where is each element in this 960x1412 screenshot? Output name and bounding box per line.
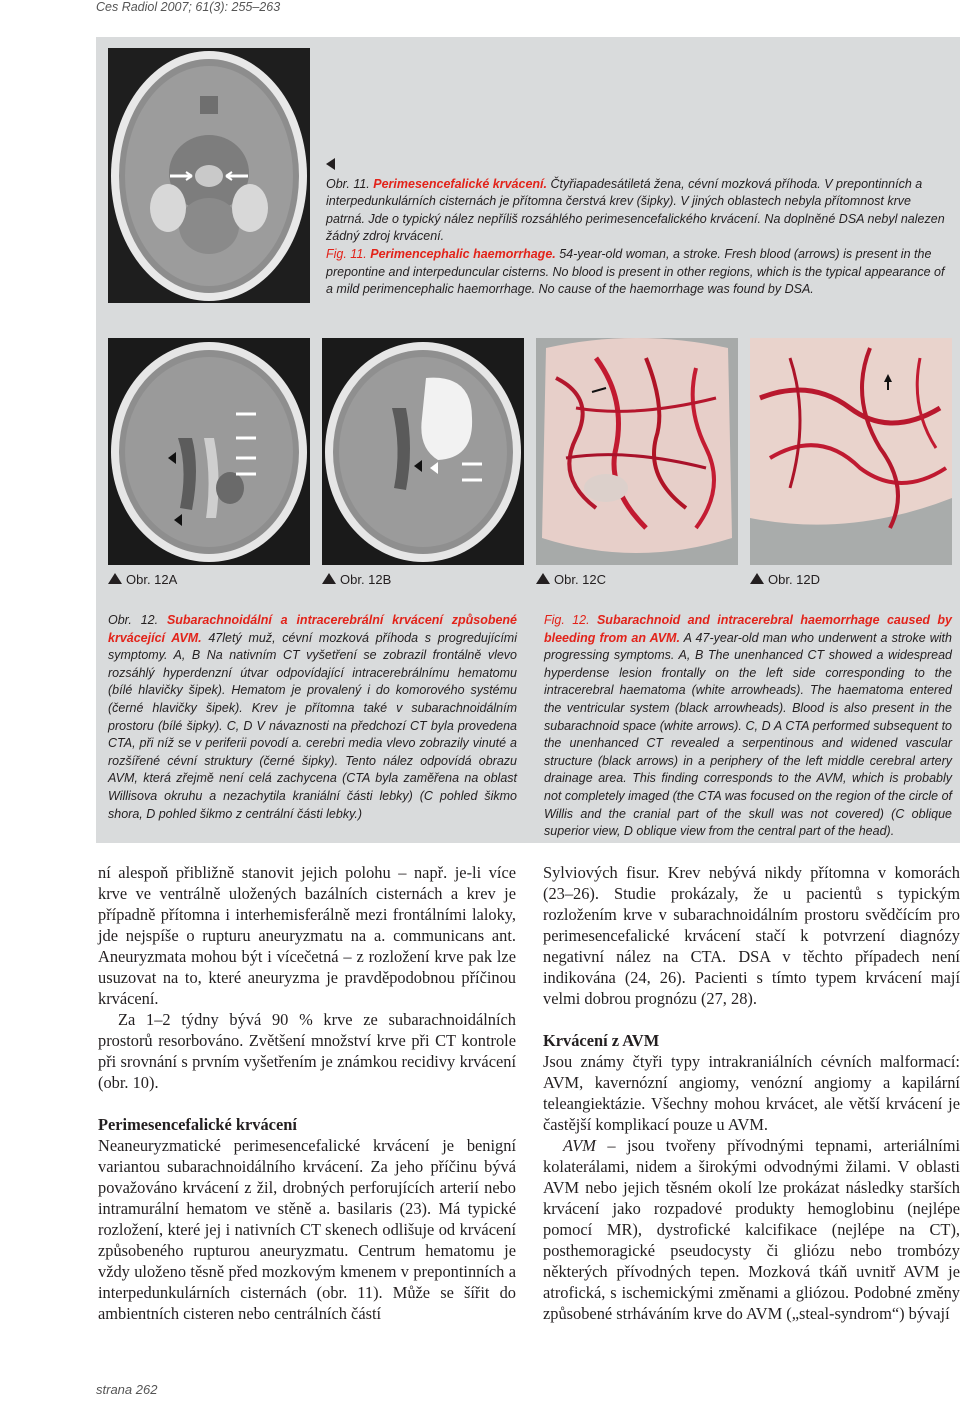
fig12b-label: Obr. 12B — [322, 572, 391, 587]
fig12-cz-ref: Obr. 12. — [108, 613, 159, 627]
running-head: Ces Radiol 2007; 61(3): 255–263 — [96, 0, 281, 14]
body-right-column — [543, 862, 960, 1324]
body-paragraph: Za 1–2 týdny bývá 90 % krve ze subarachnoidálních prostorů resorbováno. Zvětšení množství krve při CT kontrole při srovnání s prvním vyšetřením je známkou recidivy krvácení (obr. 10). — [98, 1010, 516, 1092]
fig12-en-text: A 47-year-old man who underwent a stroke with progressing symptoms. A, B The unenhanced CT showed a widespread hyperdense lesion frontally on the left side corresponding to the intracerebral haematoma (white arrowheads). The haematoma entered the ventricular system (black arrowheads). Blood is also present in the subarachnoid space (white arrows). C, D A CTA performed subsequent to the unenhanced CT revealed a serpentinous and widened vascular structure (black arrows) in a periphery of the left middle cerebral artery drainage area. This finding corresponds to the AVM, which is probably not completely imaged (the CTA was focused on the region of the circle of Willis and the cranial part of the skull was not covered) (C oblique superior view, D oblique view from the central part of the head). — [544, 630, 952, 839]
up-triangle-icon — [536, 573, 550, 584]
up-triangle-icon — [750, 573, 764, 584]
fig11-caption — [326, 158, 950, 299]
up-triangle-icon — [108, 573, 122, 584]
fig12-en-ref: Fig. 12. — [544, 613, 590, 627]
body-paragraph: AVM – jsou tvořeny přívodnými tepnami, arteriálními kolaterálami, nidem a širokými odvodnými žilami. V oblasti AVM nebo jejich těsném okolí lze prokázat následky starších krvácení jako rozpadové produkty hemoglobinu (nejlépe pomocí MR), dystrofické kalcifikace (nejlépe na CT), posthemoragické pseudocysty či gliózu nebo trombózy některých přívodných tepen. Mozková tkáň uvnitř AVM je atrofická, s ischemickými změnami a gliózou. Podobné změny způsobené strháváním krve do AVM („steal-syndrom“) bývají — [543, 1136, 960, 1323]
fig11-en-title: Perimencephalic haemorrhage. — [370, 246, 556, 261]
body-paragraph: Neaneuryzmatické perimesencefalické krvácení je benigní variantou subarachnoidálního krvácení. Za jeho příčinu bývá považováno krvácení z žil, drobných perforujících arterií nebo intramurální hematom ve stěně a. basilaris (23). Má typické rozložení, které jej i nativních CT skenech odlišuje od krvácení způsobeného rupturou aneuryzmatu. Centrum hematomu je vždy uloženo těsně před mozkovým kmenem v prepontinních a interpedunkulárních cisternách (obr. 11). Může se šířit do ambientních cisteren nebo centrálních částí — [98, 1136, 516, 1323]
fig11-cz-text: Čtyřiapadesátiletá žena, cévní mozková příhoda. V prepontinních a interpedunkulárních cisternách je přítomna čerstvá krev (šipky). V jiných oblastech nebyla přítomnost krve patrná. Jde o typický nález nepříliš rozsáhlého perimesencefalického krvácení. Na doplněné DSA nebyl nalezen žádný zdroj krvácení. — [326, 176, 945, 244]
fig12a-label: Obr. 12A — [108, 572, 177, 587]
fig12d-label: Obr. 12D — [750, 572, 820, 587]
fig11-en-ref: Fig. 11. — [326, 246, 367, 261]
fig12-cz-text: 47letý muž, cévní mozková příhoda s progredujícími symptomy. A, B Na nativním CT vyšetření se zobrazil frontálně vlevo rozsáhlý hyperdenzní útvar odpovídající intracerebrálnímu hematomu (bílé hlavičky šipek). Hematom je provalený i do komorového systému (černé hlavičky šipek). Krev je přítomna také v subarachnoidálním prostoru (bílé šipky). C, D V návaznosti na předchozí CT byla provedena CTA, při níž se v periferii povodí a. cerebri media vlevo zobrazily vinuté a rozšířené cévní struktury (černé šipky). Tento nález odpovídá obrazu AVM, která zřejmě není celá zachycena (CTA byla zaměřena na oblast Willisova okruhu a nezachytila kraniální části lebky) (C pohled šikmo shora, D pohled šikmo z centrální části lebky.) — [108, 630, 517, 821]
body-left-column — [98, 862, 516, 1324]
fig12a-image — [108, 338, 310, 565]
page-number: strana 262 — [96, 1382, 158, 1397]
fig12b-image — [322, 338, 524, 565]
fig12c-label: Obr. 12C — [536, 572, 606, 587]
avm-term: AVM — [563, 1136, 596, 1155]
fig11-cz-title: Perimesencefalické krvácení. — [373, 176, 547, 191]
fig11-en-text: 54-year-old woman, a stroke. Fresh blood (arrows) is present in the prepontine and interpeduncular cisterns. No blood is present in other regions, which is the typical appearance of a mild perimencephalic haemorrhage. No cause of the haemorrhage was found by DSA. — [326, 246, 945, 297]
fig11-ct-image — [108, 48, 310, 303]
left-arrow-icon — [326, 158, 335, 170]
fig12d-image — [750, 338, 952, 565]
up-triangle-icon — [322, 573, 336, 584]
fig12-caption-cz — [108, 612, 517, 823]
fig12-caption-en — [544, 612, 952, 841]
fig12-en-title: Subarachnoid and intracerebral haemorrhage caused by bleeding from an AVM. — [544, 613, 952, 645]
section-heading: Krvácení z AVM — [543, 1031, 660, 1050]
body-paragraph: Sylviových fisur. Krev nebývá nikdy přítomna v komorách (23–26). Studie prokázaly, že u pacientů s typickým rozložením krve v subarachnoidálním prostoru svědčícím pro perimesencefalické krvácení stačí k potvrzení diagnózy negativní nález na CTA. DSA v těchto případech není indikována (24, 26). Pacienti s tímto typem krvácení mají velmi dobrou prognózu (27, 28). — [543, 863, 960, 1008]
body-paragraph: ní alespoň přibližně stanovit jejich polohu – např. je-li více krve ve ventrálně uložených bazálních cisternách a krev je případně přítomna i interhemisferálně mezi frontálními laloky, jde nejspíše o rupturu aneuryzmatu na a. communicans ant. Aneuryzmata mohou být i vícečetná – z rozložení krve pak lze usuzovat na to, které aneuryzma je pravděpodobnou příčinou krvácení. — [98, 863, 516, 1008]
fig11-cz-ref: Obr. 11. — [326, 176, 370, 191]
fig12-cz-title: Subarachnoidální a intracerebrální krvácení způsobené krvácející AVM. — [108, 613, 518, 645]
body-paragraph: Jsou známy čtyři typy intrakraniálních cévních malformací: AVM, kavernózní angiomy, venózní angiomy a kapilární teleangiektázie. Všechny mohou krvácet, ale větší krvácení je častější komplikací pouze u AVM. — [543, 1052, 960, 1134]
fig12c-image — [536, 338, 738, 565]
section-heading: Perimesencefalické krvácení — [98, 1115, 297, 1134]
